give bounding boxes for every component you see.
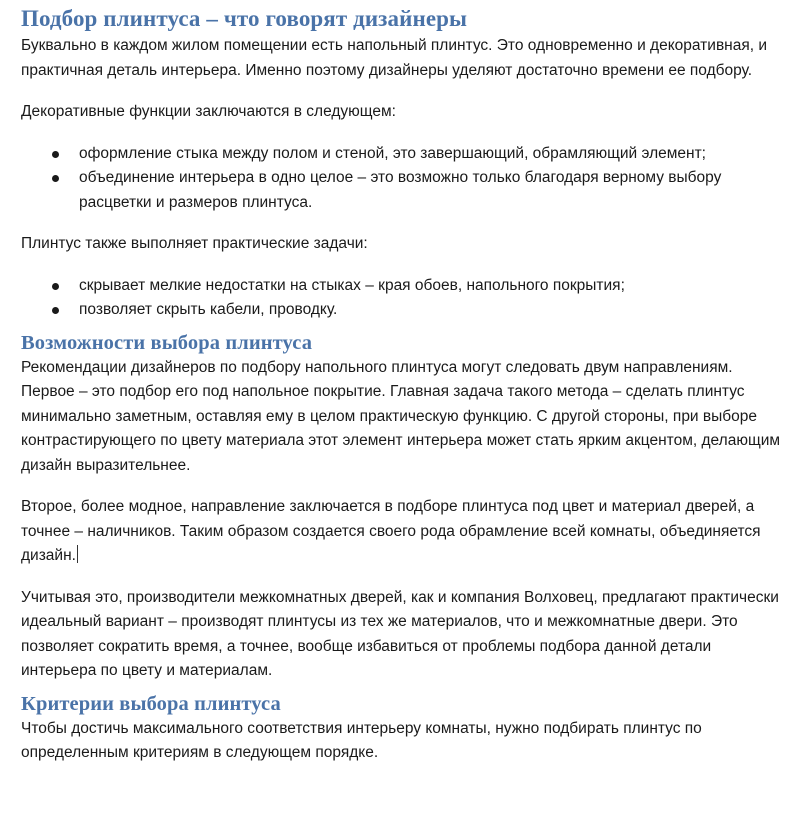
text-cursor bbox=[77, 545, 78, 563]
list-item: оформление стыка между полом и стеной, это завершающий, обрамляющий элемент; bbox=[21, 142, 781, 167]
options-paragraph-1: Рекомендации дизайнеров по подбору напольного плинтуса могут следовать двум направлениям. Первое – это подбор его под напольное покрытие. Главная задача такого метода – сделать плинтус минимально заметным, оставляя ему в целом практическую функцию. С другой стороны, при выборе контрастирующего по цвету материала этот элемент интерьера может стать ярким акцентом, делающим дизайн выразительнее. bbox=[21, 358, 781, 474]
practical-tasks-lead: Плинтус также выполняет практические задачи: bbox=[21, 235, 368, 252]
heading-skirting-selection: Подбор плинтуса – что говорят дизайнеры bbox=[21, 6, 468, 31]
list-item: позволяет скрыть кабели, проводку. bbox=[21, 298, 781, 323]
options-paragraph-2[interactable] bbox=[21, 495, 781, 569]
list-item: скрывает мелкие недостатки на стыках – края обоев, напольного покрытия; bbox=[21, 274, 781, 299]
decor-functions-list bbox=[21, 142, 781, 216]
document-page bbox=[21, 0, 781, 766]
heading-selection-options: Возможности выбора плинтуса bbox=[21, 331, 313, 354]
practical-tasks-list bbox=[21, 274, 781, 323]
decor-functions-lead: Декоративные функции заключаются в следующем: bbox=[21, 103, 396, 120]
list-item: объединение интерьера в одно целое – это возможно только благодаря верному выбору расцветки и размеров плинтуса. bbox=[21, 166, 781, 215]
intro-paragraph: Буквально в каждом жилом помещении есть напольный плинтус. Это одновременно и декоративная, и практичная деталь интерьера. Именно поэтому дизайнеры уделяют достаточно времени ее подбору. bbox=[21, 37, 768, 79]
criteria-paragraph: Чтобы достичь максимального соответствия интерьеру комнаты, нужно подбирать плинтус по определенным критериям в следующем порядке. bbox=[21, 719, 702, 761]
options-paragraph-2-text: Второе, более модное, направление заключается в подборе плинтуса под цвет и материал дверей, а точнее – наличников. Таким образом создается своего рода обрамление всей комнаты, объединяется дизайн. bbox=[21, 498, 761, 564]
heading-selection-criteria: Критерии выбора плинтуса bbox=[21, 692, 281, 715]
options-paragraph-3: Учитывая это, производители межкомнатных дверей, как и компания Волховец, предлагают практически идеальный вариант – производят плинтусы из тех же материалов, что и межкомнатные двери. Это позволяет сократить время, а точнее, вообще избавиться от проблемы подбора данной детали интерьера по цвету и материалам. bbox=[21, 588, 779, 679]
